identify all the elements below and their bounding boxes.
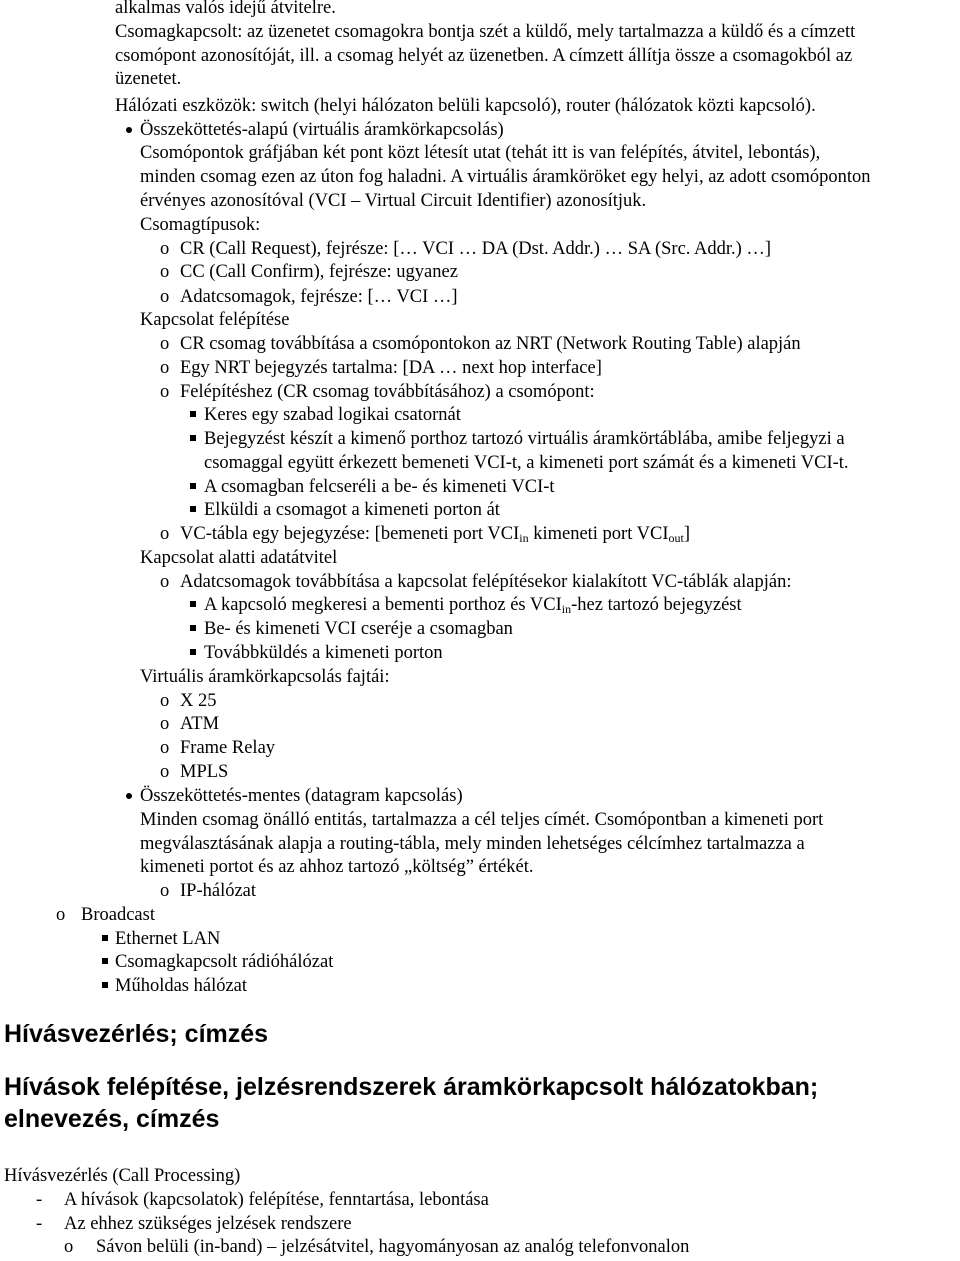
- section-heading: Összeköttetés-mentes (datagram kapcsolás): [140, 786, 463, 806]
- list-item: Broadcast: [81, 905, 155, 925]
- list-item: Műholdas hálózat: [115, 976, 248, 996]
- list-item: Sávon belüli (in-band) – jelzésátvitel, hagyományosan az analóg telefonvonalon: [96, 1237, 690, 1257]
- bullet-disc-icon: [126, 119, 132, 143]
- text-line: Csomópontok gráfjában két pont közt létesít utat (tehát itt is van felépítés, átvitel, lebontás),: [140, 143, 821, 163]
- list-item: IP-hálózat: [180, 881, 257, 901]
- text-line: megválasztásának alapja a routing-tábla, mely minden lehetséges célcímhez tartalmazza a: [140, 834, 805, 854]
- list-item: Az ehhez szükséges jelzések rendszere: [64, 1214, 352, 1234]
- subsection-heading: Kapcsolat felépítése: [140, 310, 290, 330]
- text-line: érvényes azonosítóval (VCI – Virtual Circuit Identifier) azonosítjuk.: [140, 191, 647, 211]
- list-item: Bejegyzést készít a kimenő porthoz tartozó virtuális áramkörtáblába, amibe feljegyzi a: [204, 429, 845, 449]
- bullet-o-icon: o: [160, 762, 170, 782]
- section-heading: Összeköttetés-alapú (virtuális áramkörkapcsolás): [140, 120, 504, 140]
- bullet-o-icon: o: [160, 714, 170, 734]
- list-item: A csomagban felcseréli a be- és kimeneti VCI-t: [204, 477, 555, 497]
- bullet-disc-icon: [126, 785, 132, 809]
- text-line: Hálózati eszközök: switch (helyi hálózaton belüli kapcsoló), router (hálózatok közti kapcsoló).: [115, 96, 816, 116]
- bullet-o-icon: o: [160, 239, 170, 259]
- bullet-square-icon: [190, 499, 196, 523]
- text-line: minden csomag ezen az úton fog haladni. A virtuális áramköröket egy helyi, az adott csomóponton: [140, 167, 871, 187]
- bullet-o-icon: o: [64, 1237, 74, 1257]
- bullet-square-icon: [190, 594, 196, 618]
- list-item: A kapcsoló megkeresi a bementi porthoz és $VCI_{in}$-hez tartozó bejegyzést: [204, 595, 742, 616]
- heading-2-cont: elnevezés, címzés: [4, 1105, 220, 1133]
- text-line: csomópont azonosítóját, ill. a csomag helyét az üzenetben. A címzett állítja össze a csomagokból az: [115, 46, 853, 66]
- bullet-square-icon: [190, 642, 196, 666]
- bullet-square-icon: [102, 975, 108, 999]
- heading-1: Hívásvezérlés; címzés: [4, 1020, 269, 1048]
- list-item: Frame Relay: [180, 738, 276, 758]
- text-line: alkalmas valós idejű átvitelre.: [115, 0, 336, 18]
- bullet-o-icon: o: [160, 382, 170, 402]
- list-item: CC (Call Confirm), fejrésze: ugyanez: [180, 262, 458, 282]
- list-item: A hívások (kapcsolatok) felépítése, fenntartása, lebontása: [64, 1190, 489, 1210]
- bullet-o-icon: o: [160, 738, 170, 758]
- list-item: ATM: [180, 714, 220, 734]
- bullet-square-icon: [190, 476, 196, 500]
- bullet-square-icon: [102, 951, 108, 975]
- bullet-o-icon: o: [160, 262, 170, 282]
- text-line: Csomagtípusok:: [140, 215, 261, 235]
- list-item: Felépítéshez (CR csomag továbbításához) a csomópont:: [180, 382, 595, 402]
- subsection-heading: Kapcsolat alatti adatátvitel: [140, 548, 338, 568]
- list-item: CR (Call Request), fejrésze: [… VCI … DA (Dst. Addr.) … SA (Src. Addr.) …]: [180, 239, 772, 259]
- bullet-o-icon: o: [160, 691, 170, 711]
- list-item: Be- és kimeneti VCI cseréje a csomagban: [204, 619, 513, 639]
- list-item: Egy NRT bejegyzés tartalma: [DA … next hop interface]: [180, 358, 602, 378]
- bullet-dash-icon: -: [36, 1190, 43, 1210]
- bullet-o-icon: o: [56, 905, 66, 925]
- text-line: Csomagkapcsolt: az üzenetet csomagokra bontja szét a küldő, mely tartalmazza a küldő és a címzett: [115, 22, 856, 42]
- text-line: üzenetet.: [115, 69, 182, 89]
- bullet-square-icon: [190, 618, 196, 642]
- list-item: X 25: [180, 691, 217, 711]
- bullet-o-icon: o: [160, 524, 170, 544]
- list-item: Ethernet LAN: [115, 929, 221, 949]
- bullet-o-icon: o: [160, 572, 170, 592]
- list-item: Elküldi a csomagot a kimeneti porton át: [204, 500, 500, 520]
- list-item: VC-tábla egy bejegyzése: [bemeneti port $VCI_{in}$ kimeneti port $VCI_{out}$]: [180, 524, 691, 545]
- bullet-o-icon: o: [160, 287, 170, 307]
- subsection-heading: Virtuális áramkörkapcsolás fajtái:: [140, 667, 390, 687]
- list-item: MPLS: [180, 762, 229, 782]
- bullet-square-icon: [190, 428, 196, 452]
- bullet-square-icon: [190, 404, 196, 428]
- list-item: Csomagkapcsolt rádióhálózat: [115, 952, 334, 972]
- text-line: csomaggal együtt érkezett bemeneti VCI-t, a kimeneti port számát és a kimeneti VCI-t.: [204, 453, 849, 473]
- list-item: Adatcsomagok, fejrésze: [… VCI …]: [180, 287, 458, 307]
- list-item: CR csomag továbbítása a csomópontokon az NRT (Network Routing Table) alapján: [180, 334, 801, 354]
- list-item: Adatcsomagok továbbítása a kapcsolat felépítésekor kialakított VC-táblák alapján:: [180, 572, 792, 592]
- bullet-square-icon: [102, 928, 108, 952]
- bullet-dash-icon: -: [36, 1214, 43, 1234]
- bullet-o-icon: o: [160, 334, 170, 354]
- bullet-o-icon: o: [160, 358, 170, 378]
- heading-2: Hívások felépítése, jelzésrendszerek áramkörkapcsolt hálózatokban;: [4, 1073, 819, 1101]
- text-line: Hívásvezérlés (Call Processing): [4, 1166, 241, 1186]
- list-item: Keres egy szabad logikai csatornát: [204, 405, 461, 425]
- bullet-o-icon: o: [160, 881, 170, 901]
- list-item: Továbbküldés a kimeneti porton: [204, 643, 443, 663]
- text-line: kimeneti portot és az ahhoz tartozó „költség” értékét.: [140, 857, 534, 877]
- text-line: Minden csomag önálló entitás, tartalmazza a cél teljes címét. Csomópontban a kimeneti port: [140, 810, 824, 830]
